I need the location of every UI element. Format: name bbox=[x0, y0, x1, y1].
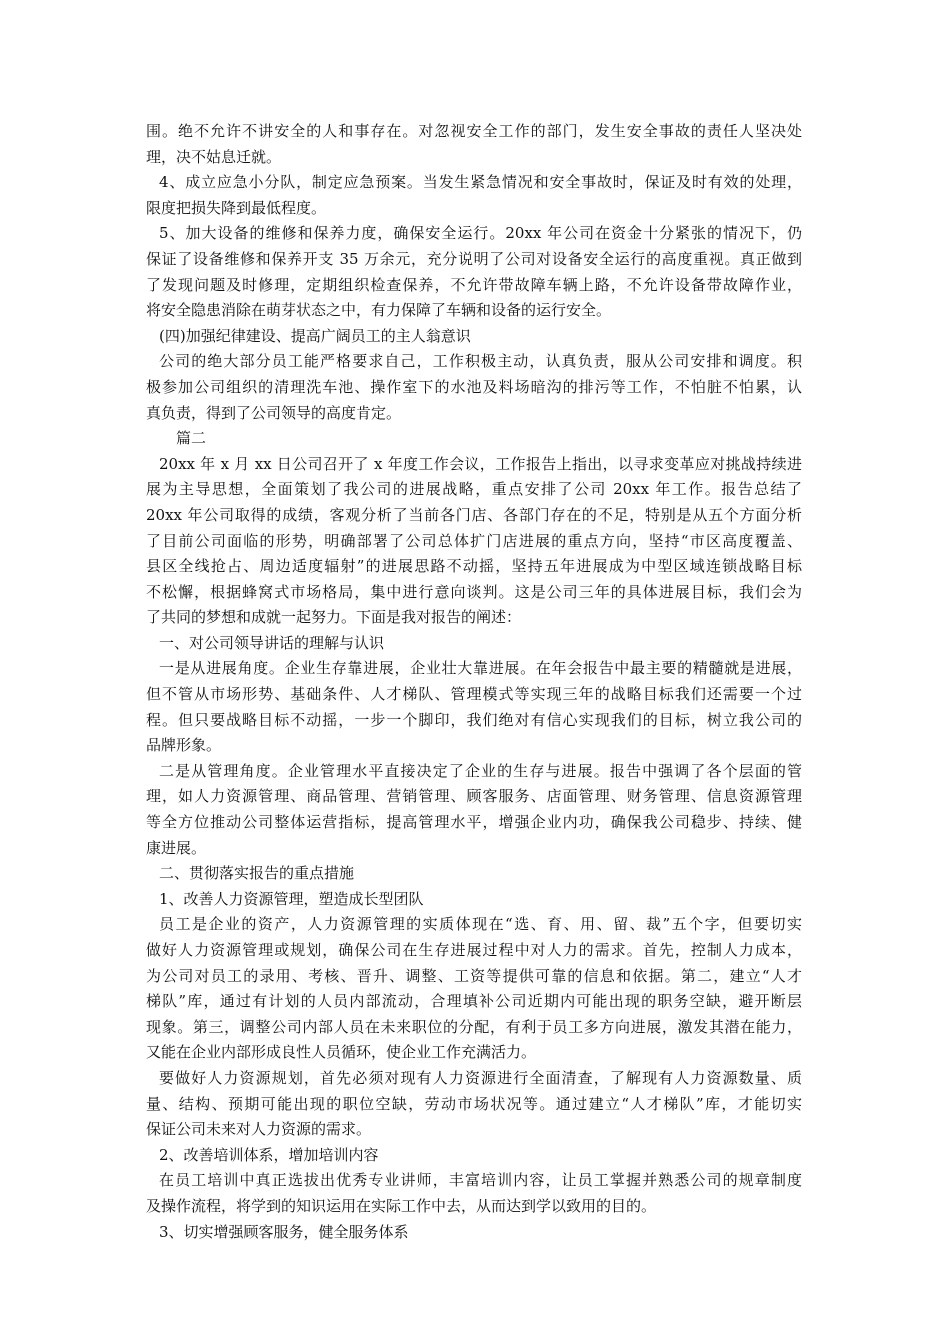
text-line: 程。但只要战略目标不动摇，一步一个脚印，我们绝对有信心实现我们的目标，树立我公司的 bbox=[146, 710, 802, 729]
text-line: 在员工培训中真正选拔出优秀专业讲师，丰富培训内容，让员工掌握并熟悉公司的规章制度 bbox=[159, 1171, 802, 1190]
text-line: 真负责，得到了公司领导的高度肯定。 bbox=[146, 403, 402, 422]
section-heading: (四)加强纪律建设、提高广阔员工的主人翁意识 bbox=[159, 326, 471, 345]
text-line: 做好人力资源管理或规划，确保公司在生存进展过程中对人力的需求。首先，控制人力成本， bbox=[146, 941, 802, 959]
text-line: 及操作流程，将学到的知识运用在实际工作中去，从而达到学以致用的目的。 bbox=[146, 1196, 657, 1215]
text-line: 量、结构、预期可能出现的职位空缺，劳动市场状况等。通过建立“人才梯队”库，才能切实 bbox=[146, 1094, 802, 1113]
text-line: 5、加大设备的维修和保养力度，确保安全运行。20xx 年公司在资金十分紧张的情况下，仍 bbox=[159, 224, 802, 243]
text-line: 将安全隐患消除在萌芽状态之中，有力保障了车辆和设备的运行安全。 bbox=[146, 301, 612, 320]
text-line: 极参加公司组织的清理洗车池、操作室下的水池及料场暗沟的排污等工作，不怕脏不怕累，认 bbox=[146, 377, 802, 396]
text-line: 20xx 年 x 月 xx 日公司召开了 x 年度工作会议，工作报告上指出，以寻求变革应对挑战持续进 bbox=[159, 454, 802, 473]
text-line: 又能在企业内部形成良性人员循环，使企业工作充满活力。 bbox=[146, 1043, 537, 1062]
text-line: 展为主导思想，全面策划了我公司的进展战略，重点安排了公司 20xx 年工作。报告总结了 bbox=[146, 480, 802, 499]
text-line: 保证了设备维修和保养开支 35 万余元，充分说明了公司对设备安全运行的高度重视。真正做到 bbox=[146, 249, 802, 268]
text-line: 要做好人力资源规划，首先必须对现有人力资源进行全面清查，了解现有人力资源数量、质 bbox=[159, 1068, 802, 1087]
part-heading: 篇二 bbox=[176, 429, 207, 448]
text-line: 二是从管理角度。企业管理水平直接决定了企业的生存与进展。报告中强调了各个层面的管 bbox=[159, 761, 802, 780]
text-line: 围。绝不允许不讲安全的人和事存在。对忽视安全工作的部门，发生安全事故的责任人坚决处 bbox=[146, 122, 802, 140]
text-line: 公司的绝大部分员工能严格要求自己，工作积极主动，认真负责，服从公司安排和调度。积 bbox=[159, 352, 802, 371]
text-line: 不松懈，根据蜂窝式市场格局，集中进行意向谈判。这是公司三年的具体进展目标，我们会为 bbox=[146, 582, 802, 601]
text-line: 了目前公司面临的形势，明确部署了公司总体扩门店进展的重点方向，坚持“市区高度覆盖、 bbox=[146, 531, 802, 550]
text-line: 了共同的梦想和成就一起努力。下面是我对报告的阐述： bbox=[146, 608, 522, 627]
text-line: 理，如人力资源管理、商品管理、营销管理、顾客服务、店面管理、财务管理、信息资源管理 bbox=[146, 787, 802, 806]
text-line: 县区全线抢占、周边适度辐射”的进展思路不动摇，坚持五年进展成为中型区域连锁战略目标 bbox=[146, 557, 802, 576]
subsection-heading: 3、切实增强顾客服务，健全服务体系 bbox=[159, 1222, 409, 1241]
text-line: 一是从进展角度。企业生存靠进展，企业壮大靠进展。在年会报告中最主要的精髓就是进展， bbox=[159, 659, 802, 678]
text-line: 等全方位推动公司整体运营指标，提高管理水平，增强企业内功，确保我公司稳步、持续、健 bbox=[146, 813, 802, 832]
text-line: 为公司对员工的录用、考核、晋升、调整、工资等提供可靠的信息和依据。第二，建立“人才 bbox=[146, 966, 802, 985]
text-line: 20xx 年公司取得的成绩，客观分析了当前各门店、各部门存在的不足，特别是从五个方面分析 bbox=[146, 505, 802, 524]
text-line: 但不管从市场形势、基础条件、人才梯队、管理模式等实现三年的战略目标我们还需要一个过 bbox=[146, 685, 802, 704]
section-heading: 二、贯彻落实报告的重点措施 bbox=[159, 864, 355, 883]
text-line: 理，决不姑息迁就。 bbox=[146, 147, 282, 166]
text-line: 现象。第三，调整公司内部人员在未来职位的分配，有利于员工多方向进展，激发其潜在能力， bbox=[146, 1017, 802, 1036]
document-page bbox=[146, 119, 802, 1245]
text-line: 梯队”库，通过有计划的人员内部流动，合理填补公司近期内可能出现的职务空缺，避开断层 bbox=[146, 992, 802, 1011]
subsection-heading: 1、改善人力资源管理，塑造成长型团队 bbox=[159, 889, 424, 908]
text-line: 品牌形象。 bbox=[146, 736, 222, 755]
text-line: 康进展。 bbox=[146, 838, 207, 857]
text-line: 了发现问题及时修理，定期组织检查保养，不允许带故障车辆上路，不允许设备带故障作业， bbox=[146, 275, 802, 294]
section-heading: 一、对公司领导讲话的理解与认识 bbox=[159, 633, 385, 652]
subsection-heading: 2、改善培训体系，增加培训内容 bbox=[159, 1145, 379, 1164]
text-line: 4、成立应急小分队，制定应急预案。当发生紧急情况和安全事故时，保证及时有效的处理， bbox=[159, 173, 802, 192]
text-line: 保证公司未来对人力资源的需求。 bbox=[146, 1120, 372, 1139]
text-line: 限度把损失降到最低程度。 bbox=[146, 198, 327, 217]
text-line: 员工是企业的资产，人力资源管理的实质体现在“选、育、用、留、裁”五个字，但要切实 bbox=[159, 915, 802, 934]
